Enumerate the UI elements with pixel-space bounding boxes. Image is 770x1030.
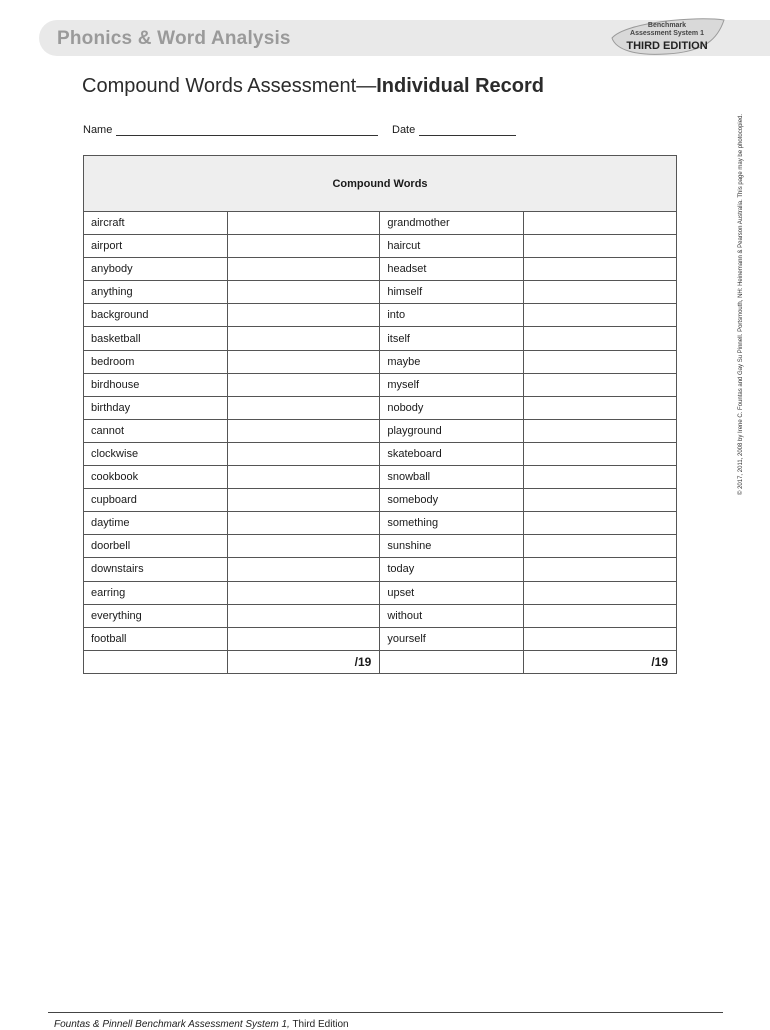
response-cell-right[interactable] [524, 373, 677, 396]
word-right: grandmother [380, 212, 524, 235]
word-left: daytime [84, 512, 228, 535]
table-row [84, 558, 677, 581]
response-cell-left[interactable] [227, 512, 380, 535]
section-title: Phonics & Word Analysis [57, 28, 291, 49]
response-cell-right[interactable] [524, 212, 677, 235]
word-left: background [84, 304, 228, 327]
response-cell-left[interactable] [227, 304, 380, 327]
word-left: downstairs [84, 558, 228, 581]
date-label: Date [392, 124, 416, 136]
response-cell-right[interactable] [524, 512, 677, 535]
word-right: snowball [380, 466, 524, 489]
response-cell-right[interactable] [524, 466, 677, 489]
response-cell-right[interactable] [524, 627, 677, 650]
response-cell-left[interactable] [227, 373, 380, 396]
response-cell-left[interactable] [227, 212, 380, 235]
table-row [84, 581, 677, 604]
word-left: birdhouse [84, 373, 228, 396]
word-left: bedroom [84, 350, 228, 373]
response-cell-left[interactable] [227, 258, 380, 281]
word-left: anybody [84, 258, 228, 281]
response-cell-right[interactable] [524, 235, 677, 258]
copyright-notice: © 2017, 2011, 2008 by Irene C. Fountas and Gay Su Pinnell. Portsmouth, NH: Heinemann & Pearson Australia. This page may be photocopied. [738, 113, 744, 495]
response-cell-left[interactable] [227, 442, 380, 465]
response-cell-right[interactable] [524, 581, 677, 604]
badge-line-2: Assessment System 1 [630, 30, 704, 37]
response-cell-right[interactable] [524, 489, 677, 512]
word-left: earring [84, 581, 228, 604]
table-heading: Compound Words [84, 156, 677, 212]
word-right: without [380, 604, 524, 627]
word-left: basketball [84, 327, 228, 350]
response-cell-left[interactable] [227, 581, 380, 604]
footer-rule [48, 1012, 723, 1013]
footer-italic: Fountas & Pinnell Benchmark Assessment System 1, [54, 1019, 290, 1030]
page-title [82, 75, 544, 98]
table-row [84, 442, 677, 465]
edition-badge [606, 16, 728, 56]
word-left: aircraft [84, 212, 228, 235]
response-cell-right[interactable] [524, 396, 677, 419]
word-right: haircut [380, 235, 524, 258]
word-right: itself [380, 327, 524, 350]
word-right: into [380, 304, 524, 327]
word-right: playground [380, 419, 524, 442]
word-right: headset [380, 258, 524, 281]
table-row [84, 604, 677, 627]
badge-line-3: THIRD EDITION [626, 40, 708, 52]
table-row [84, 466, 677, 489]
word-right: yourself [380, 627, 524, 650]
response-cell-right[interactable] [524, 442, 677, 465]
response-cell-left[interactable] [227, 327, 380, 350]
response-cell-right[interactable] [524, 350, 677, 373]
table-row [84, 258, 677, 281]
word-right: skateboard [380, 442, 524, 465]
word-right: maybe [380, 350, 524, 373]
table-row [84, 396, 677, 419]
table-row [84, 327, 677, 350]
date-field[interactable] [419, 135, 516, 136]
word-right: something [380, 512, 524, 535]
word-right: myself [380, 373, 524, 396]
response-cell-left[interactable] [227, 419, 380, 442]
response-cell-left[interactable] [227, 350, 380, 373]
word-right: somebody [380, 489, 524, 512]
score-spacer-right [380, 650, 524, 673]
table-row [84, 304, 677, 327]
score-right: /19 [524, 650, 677, 673]
response-cell-right[interactable] [524, 604, 677, 627]
response-cell-right[interactable] [524, 535, 677, 558]
word-left: cupboard [84, 489, 228, 512]
word-left: doorbell [84, 535, 228, 558]
table-row [84, 489, 677, 512]
word-left: airport [84, 235, 228, 258]
response-cell-left[interactable] [227, 281, 380, 304]
word-left: cannot [84, 419, 228, 442]
word-left: everything [84, 604, 228, 627]
footer-regular: Third Edition [289, 1019, 349, 1030]
response-cell-left[interactable] [227, 627, 380, 650]
word-right: nobody [380, 396, 524, 419]
table-row [84, 235, 677, 258]
response-cell-left[interactable] [227, 235, 380, 258]
word-right: upset [380, 581, 524, 604]
response-cell-right[interactable] [524, 258, 677, 281]
response-cell-left[interactable] [227, 466, 380, 489]
score-row [84, 650, 677, 673]
page-title-regular: Compound Words Assessment— [82, 75, 377, 97]
table-row [84, 212, 677, 235]
badge-line-1: Benchmark [647, 22, 687, 29]
table-row [84, 627, 677, 650]
word-right: today [380, 558, 524, 581]
table-row [84, 512, 677, 535]
word-left: birthday [84, 396, 228, 419]
word-right: sunshine [380, 535, 524, 558]
response-cell-left[interactable] [227, 535, 380, 558]
word-left: clockwise [84, 442, 228, 465]
table-row [84, 281, 677, 304]
name-label: Name [83, 124, 113, 136]
response-cell-right[interactable] [524, 419, 677, 442]
compound-words-table [83, 155, 677, 674]
response-cell-left[interactable] [227, 604, 380, 627]
response-cell-left[interactable] [227, 558, 380, 581]
response-cell-left[interactable] [227, 396, 380, 419]
table-row [84, 419, 677, 442]
word-left: cookbook [84, 466, 228, 489]
word-left: football [84, 627, 228, 650]
score-left: /19 [227, 650, 380, 673]
response-cell-right[interactable] [524, 558, 677, 581]
table-row [84, 350, 677, 373]
table-row [84, 535, 677, 558]
table-row [84, 373, 677, 396]
score-spacer-left [84, 650, 228, 673]
response-cell-right[interactable] [524, 327, 677, 350]
response-cell-right[interactable] [524, 281, 677, 304]
page-title-bold: Individual Record [376, 75, 545, 97]
name-field[interactable] [116, 135, 378, 136]
word-right: himself [380, 281, 524, 304]
word-left: anything [84, 281, 228, 304]
response-cell-right[interactable] [524, 304, 677, 327]
footer-credit [54, 1019, 349, 1030]
response-cell-left[interactable] [227, 489, 380, 512]
